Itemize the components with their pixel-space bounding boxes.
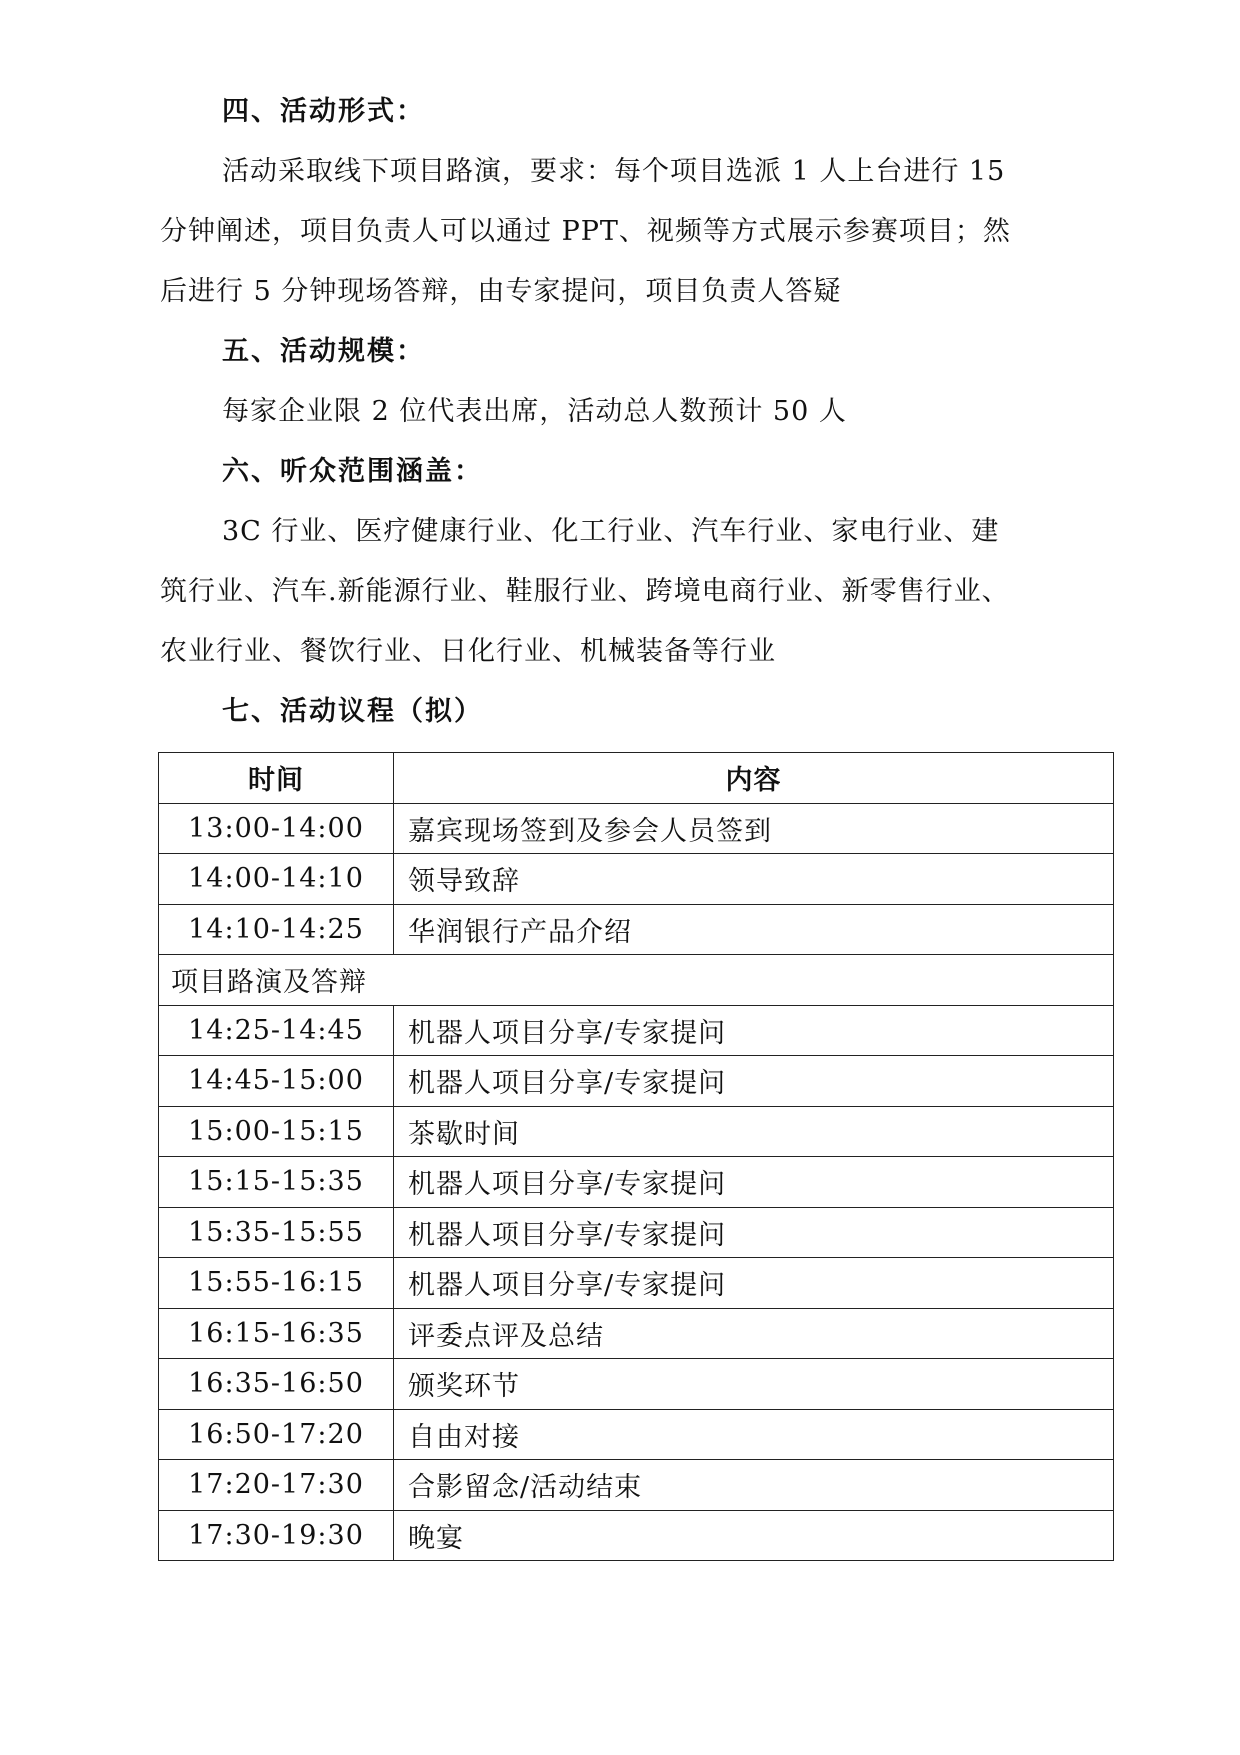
agenda-time-cell: 16:15-16:35 <box>159 1308 394 1359</box>
paragraph-activity-scale <box>160 382 1090 442</box>
section-heading-agenda: 七、活动议程（拟） <box>222 696 483 727</box>
paragraph-line: 分钟阐述，项目负责人可以通过 PPT、视频等方式展示参赛项目；然 <box>160 216 1011 247</box>
table-row <box>159 1409 1114 1460</box>
table-row <box>159 1258 1114 1309</box>
table-row <box>159 1106 1114 1157</box>
agenda-content-cell: 嘉宾现场签到及参会人员签到 <box>394 803 1114 854</box>
section-heading-activity-scale: 五、活动规模： <box>222 336 425 367</box>
agenda-content-cell: 机器人项目分享/专家提问 <box>394 1258 1114 1309</box>
paragraph-line: 3C 行业、医疗健康行业、化工行业、汽车行业、家电行业、建 <box>222 516 1000 547</box>
agenda-section-cell: 项目路演及答辩 <box>159 955 1114 1006</box>
agenda-content-cell: 合影留念/活动结束 <box>394 1460 1114 1511</box>
table-section-row <box>159 955 1114 1006</box>
column-header-content: 内容 <box>394 753 1114 804</box>
agenda-content-cell: 颁奖环节 <box>394 1359 1114 1410</box>
agenda-time-cell: 15:15-15:35 <box>159 1157 394 1208</box>
agenda-content-cell: 机器人项目分享/专家提问 <box>394 1056 1114 1107</box>
agenda-content-cell: 领导致辞 <box>394 854 1114 905</box>
table-row <box>159 1207 1114 1258</box>
table-row <box>159 854 1114 905</box>
table-row <box>159 1460 1114 1511</box>
paragraph-line: 后进行 5 分钟现场答辩，由专家提问，项目负责人答疑 <box>160 276 842 307</box>
paragraph-line: 每家企业限 2 位代表出席，活动总人数预计 50 人 <box>222 396 847 427</box>
agenda-time-cell: 15:00-15:15 <box>159 1106 394 1157</box>
agenda-content-cell: 评委点评及总结 <box>394 1308 1114 1359</box>
section-heading-audience: 六、听众范围涵盖： <box>222 456 483 487</box>
agenda-time-cell: 14:00-14:10 <box>159 854 394 905</box>
table-row <box>159 1510 1114 1561</box>
agenda-content-cell: 华润银行产品介绍 <box>394 904 1114 955</box>
agenda-content-cell: 自由对接 <box>394 1409 1114 1460</box>
agenda-table <box>158 752 1114 1561</box>
table-row <box>159 1056 1114 1107</box>
agenda-time-cell: 17:20-17:30 <box>159 1460 394 1511</box>
agenda-content-cell: 机器人项目分享/专家提问 <box>394 1005 1114 1056</box>
paragraph-line: 筑行业、汽车.新能源行业、鞋服行业、跨境电商行业、新零售行业、 <box>160 576 1010 607</box>
agenda-header-row <box>159 753 1114 804</box>
table-row <box>159 1157 1114 1208</box>
agenda-content-cell: 茶歇时间 <box>394 1106 1114 1157</box>
table-row <box>159 1308 1114 1359</box>
agenda-time-cell: 14:25-14:45 <box>159 1005 394 1056</box>
agenda-time-cell: 16:50-17:20 <box>159 1409 394 1460</box>
table-row <box>159 1359 1114 1410</box>
agenda-content-cell: 机器人项目分享/专家提问 <box>394 1157 1114 1208</box>
agenda-time-cell: 13:00-14:00 <box>159 803 394 854</box>
agenda-time-cell: 16:35-16:50 <box>159 1359 394 1410</box>
agenda-time-cell: 15:35-15:55 <box>159 1207 394 1258</box>
agenda-time-cell: 14:45-15:00 <box>159 1056 394 1107</box>
agenda-time-cell: 17:30-19:30 <box>159 1510 394 1561</box>
agenda-content-cell: 晚宴 <box>394 1510 1114 1561</box>
agenda-content-cell: 机器人项目分享/专家提问 <box>394 1207 1114 1258</box>
table-row <box>159 803 1114 854</box>
table-row <box>159 904 1114 955</box>
paragraph-line: 活动采取线下项目路演，要求：每个项目选派 1 人上台进行 15 <box>222 156 1006 187</box>
agenda-time-cell: 15:55-16:15 <box>159 1258 394 1309</box>
agenda-time-cell: 14:10-14:25 <box>159 904 394 955</box>
paragraph-audience <box>160 502 1090 682</box>
column-header-time: 时间 <box>159 753 394 804</box>
section-heading-activity-format: 四、活动形式： <box>222 96 425 127</box>
table-row <box>159 1005 1114 1056</box>
paragraph-line: 农业行业、餐饮行业、日化行业、机械装备等行业 <box>160 636 776 667</box>
paragraph-activity-format <box>160 142 1090 322</box>
